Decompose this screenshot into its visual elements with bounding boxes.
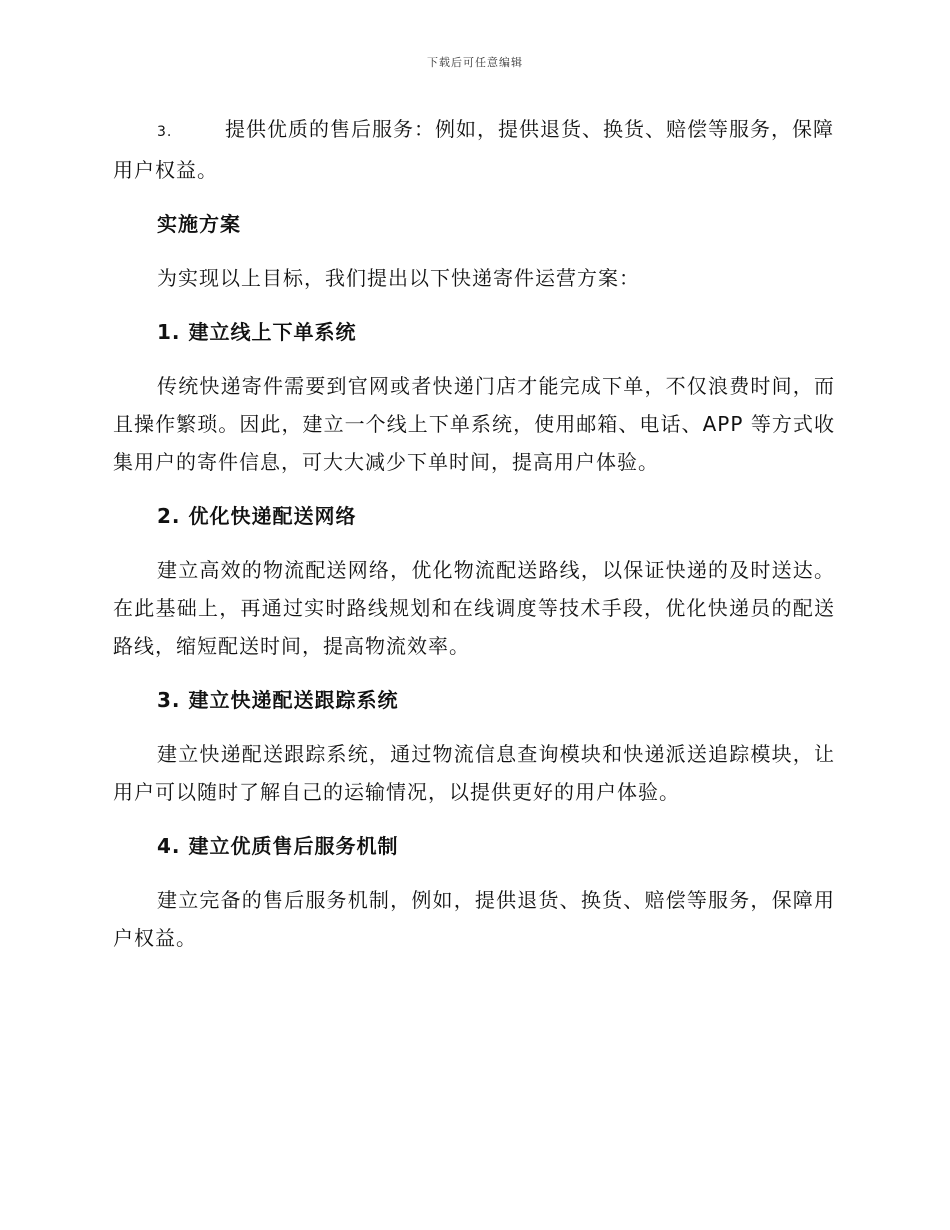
section-body-3: 建立快递配送跟踪系统，通过物流信息查询模块和快递派送追踪模块，让用户可以随时了解自己的运输情况，以提供更好的用户体验。 <box>113 742 835 804</box>
section-heading-3: 3. 建立快递配送跟踪系统 <box>157 688 399 712</box>
section-heading-4: 4. 建立优质售后服务机制 <box>157 834 399 858</box>
intro-paragraph: 为实现以上目标，我们提出以下快递寄件运营方案： <box>157 266 640 290</box>
list-item-3 <box>113 110 835 189</box>
section-heading-1: 1. 建立线上下单系统 <box>157 320 357 344</box>
list-item-number: 3. <box>157 124 173 140</box>
section-body-1: 传统快递寄件需要到官网或者快递门店才能完成下单，不仅浪费时间，而且操作繁琐。因此，建立一个线上下单系统，使用邮箱、电话、APP 等方式收集用户的寄件信息，可大大减少下单时间，提高用户体验。 <box>113 374 835 474</box>
document-content <box>113 110 835 973</box>
section-title: 实施方案 <box>157 212 241 236</box>
section-body-2: 建立高效的物流配送网络，优化物流配送路线，以保证快递的及时送达。在此基础上，再通过实时路线规划和在线调度等技术手段，优化快递员的配送路线，缩短配送时间，提高物流效率。 <box>113 558 835 658</box>
section-body-4: 建立完备的售后服务机制，例如，提供退货、换货、赔偿等服务，保障用户权益。 <box>113 888 835 950</box>
section-heading-2: 2. 优化快递配送网络 <box>157 504 357 528</box>
header-note: 下载后可任意编辑 <box>427 56 523 69</box>
list-item-text: 提供优质的售后服务：例如，提供退货、换货、赔偿等服务，保障用户权益。 <box>113 117 834 182</box>
